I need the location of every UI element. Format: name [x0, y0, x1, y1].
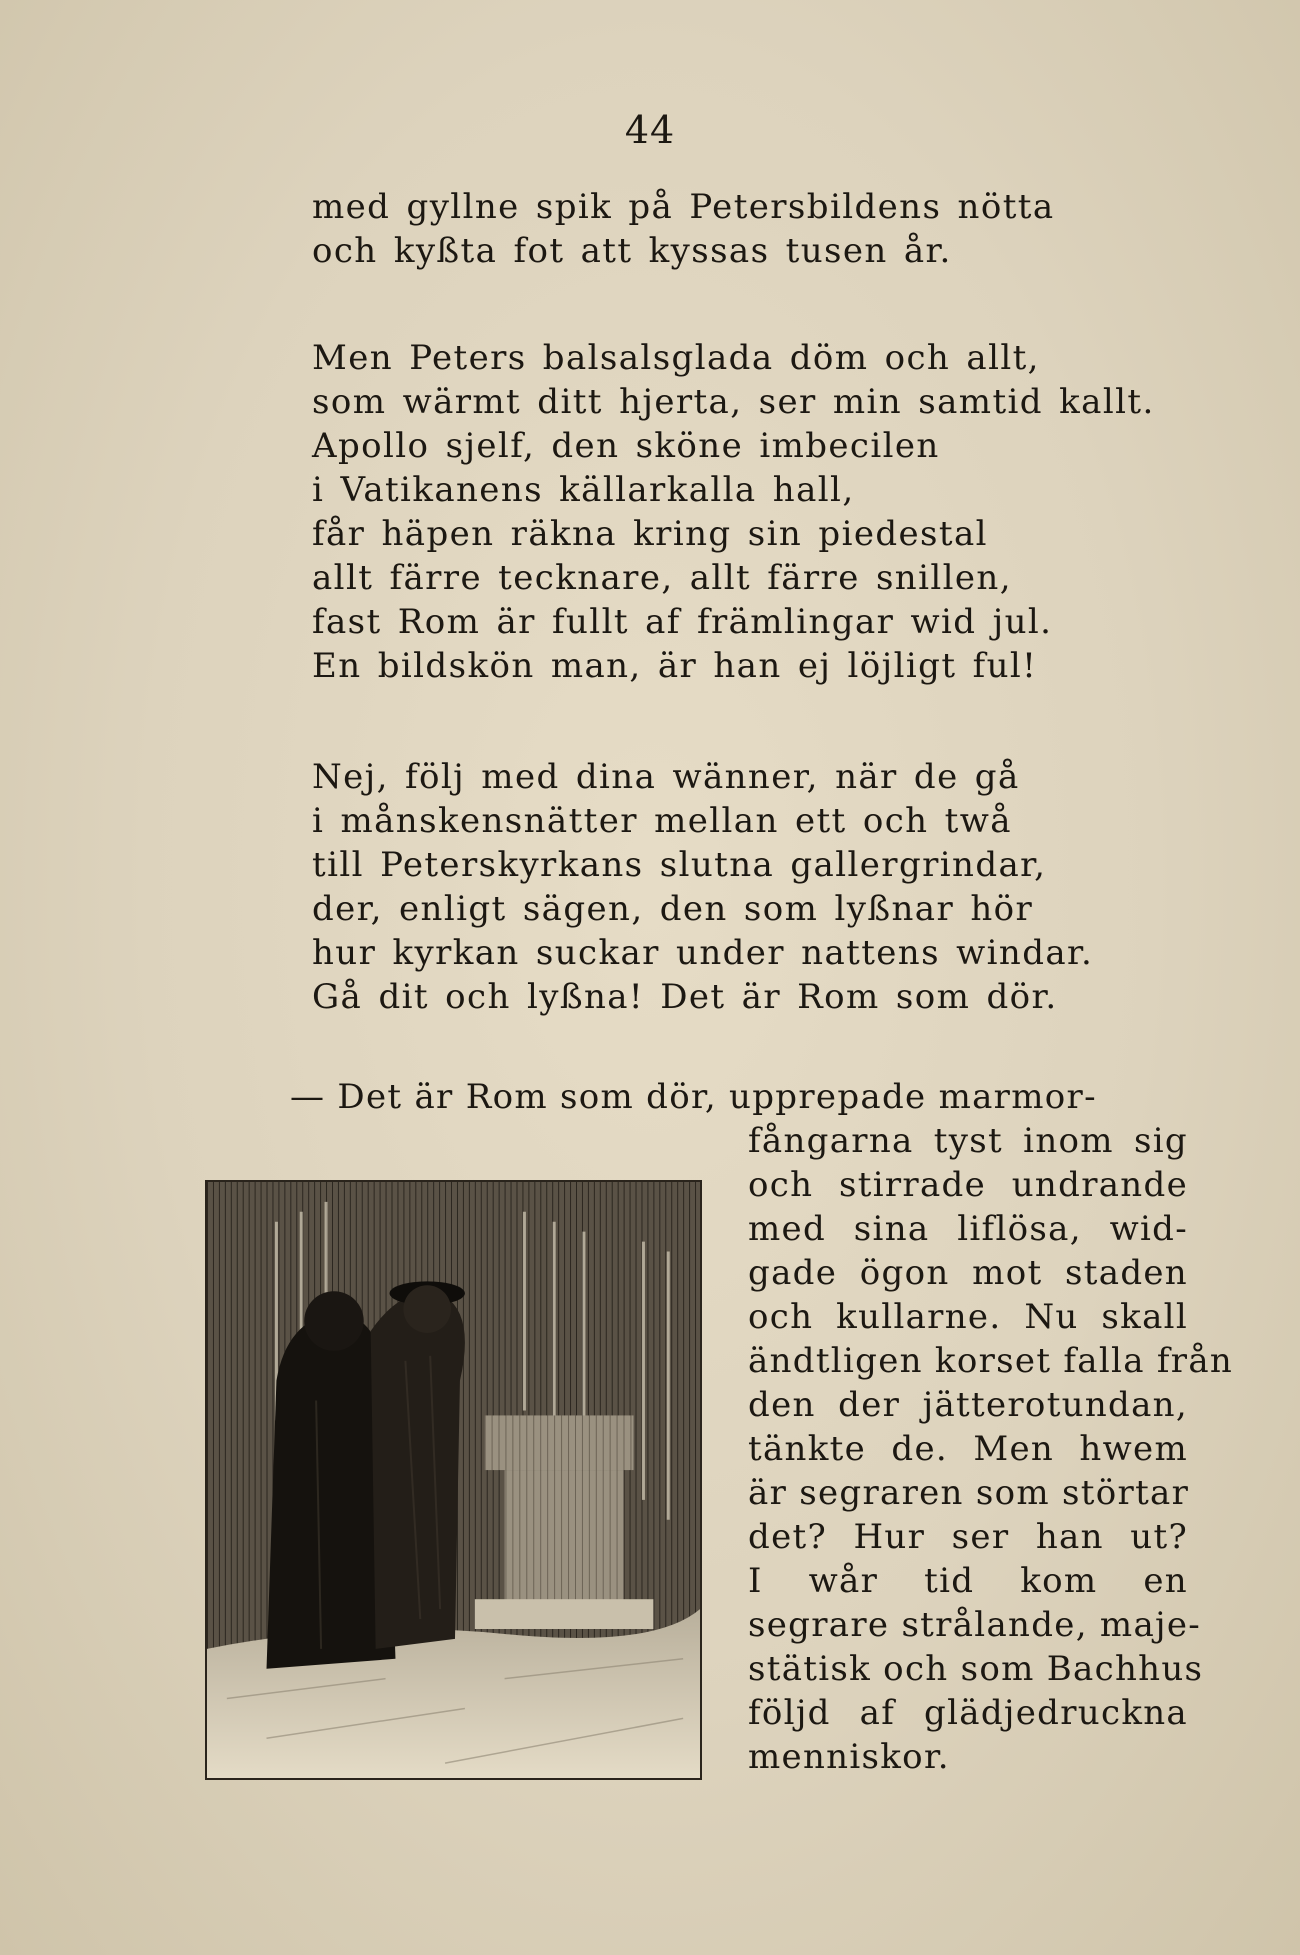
verse-line: i Vatikanens källarkalla hall, [312, 470, 855, 510]
prose-line: är segraren som störtar [748, 1473, 1190, 1513]
prose-line: gade ögon mot staden [748, 1253, 1188, 1293]
prose-line: den der jätterotundan, [748, 1385, 1188, 1425]
prose-line: tänkte de. Men hwem [748, 1429, 1188, 1469]
poem-stanza-1 [312, 185, 1055, 273]
prose-line: följd af glädjedruckna [748, 1693, 1188, 1733]
page-number: 44 [624, 108, 676, 152]
engraving-drawing [207, 1182, 700, 1778]
prose-wrapped-text [748, 1119, 1234, 1779]
prose-line: och kullarne. Nu skall [748, 1297, 1188, 1337]
prose-line: det? Hur ser han ut? [748, 1517, 1188, 1557]
poem-stanza-2 [312, 336, 1155, 688]
verse-line: får häpen räkna kring sin piedestal [312, 514, 988, 554]
verse-line: Apollo sjelf, den sköne imbecilen [312, 426, 940, 466]
prose-line: med sina liflösa, wid- [748, 1209, 1188, 1249]
verse-line: till Peterskyrkans slutna gallergrindar, [312, 845, 1047, 885]
verse-line: och kyßta fot att kyssas tusen år. [312, 231, 952, 271]
prose-line: menniskor. [748, 1737, 950, 1777]
prose-line: segrare strålande, maje- [748, 1605, 1202, 1645]
verse-line: i månskensnätter mellan ett och twå [312, 801, 1012, 841]
prose-line: och stirrade undrande [748, 1165, 1188, 1205]
verse-line: som wärmt ditt hjerta, ser min samtid kallt. [312, 382, 1155, 422]
prose-opening [290, 1075, 1190, 1119]
verse-line: Men Peters balsalsglada döm och allt, [312, 338, 1040, 378]
night-scene-illustration [205, 1180, 702, 1780]
verse-line: fast Rom är fullt af främlingar wid jul. [312, 602, 1053, 642]
verse-line: der, enligt sägen, den som lyßnar hör [312, 889, 1034, 929]
verse-line: med gyllne spik på Petersbildens nötta [312, 187, 1055, 227]
verse-line: Nej, följ med dina wänner, när de gå [312, 757, 1020, 797]
verse-line: hur kyrkan suckar under nattens windar. [312, 933, 1094, 973]
prose-line: I wår tid kom en [748, 1561, 1188, 1601]
prose-line: ändtligen korset falla från [748, 1341, 1234, 1381]
verse-line: En bildskön man, är han ej löjligt ful! [312, 646, 1038, 686]
verse-line: allt färre tecknare, allt färre snillen, [312, 558, 1012, 598]
verse-line: Gå dit och lyßna! Det är Rom som dör. [312, 977, 1058, 1017]
poem-stanza-3 [312, 755, 1093, 1019]
prose-line: fångarna tyst inom sig [748, 1121, 1188, 1161]
prose-line: — Det är Rom som dör, upprepade marmor- [290, 1077, 1097, 1117]
prose-line: stätisk och som Bachhus [748, 1649, 1204, 1689]
